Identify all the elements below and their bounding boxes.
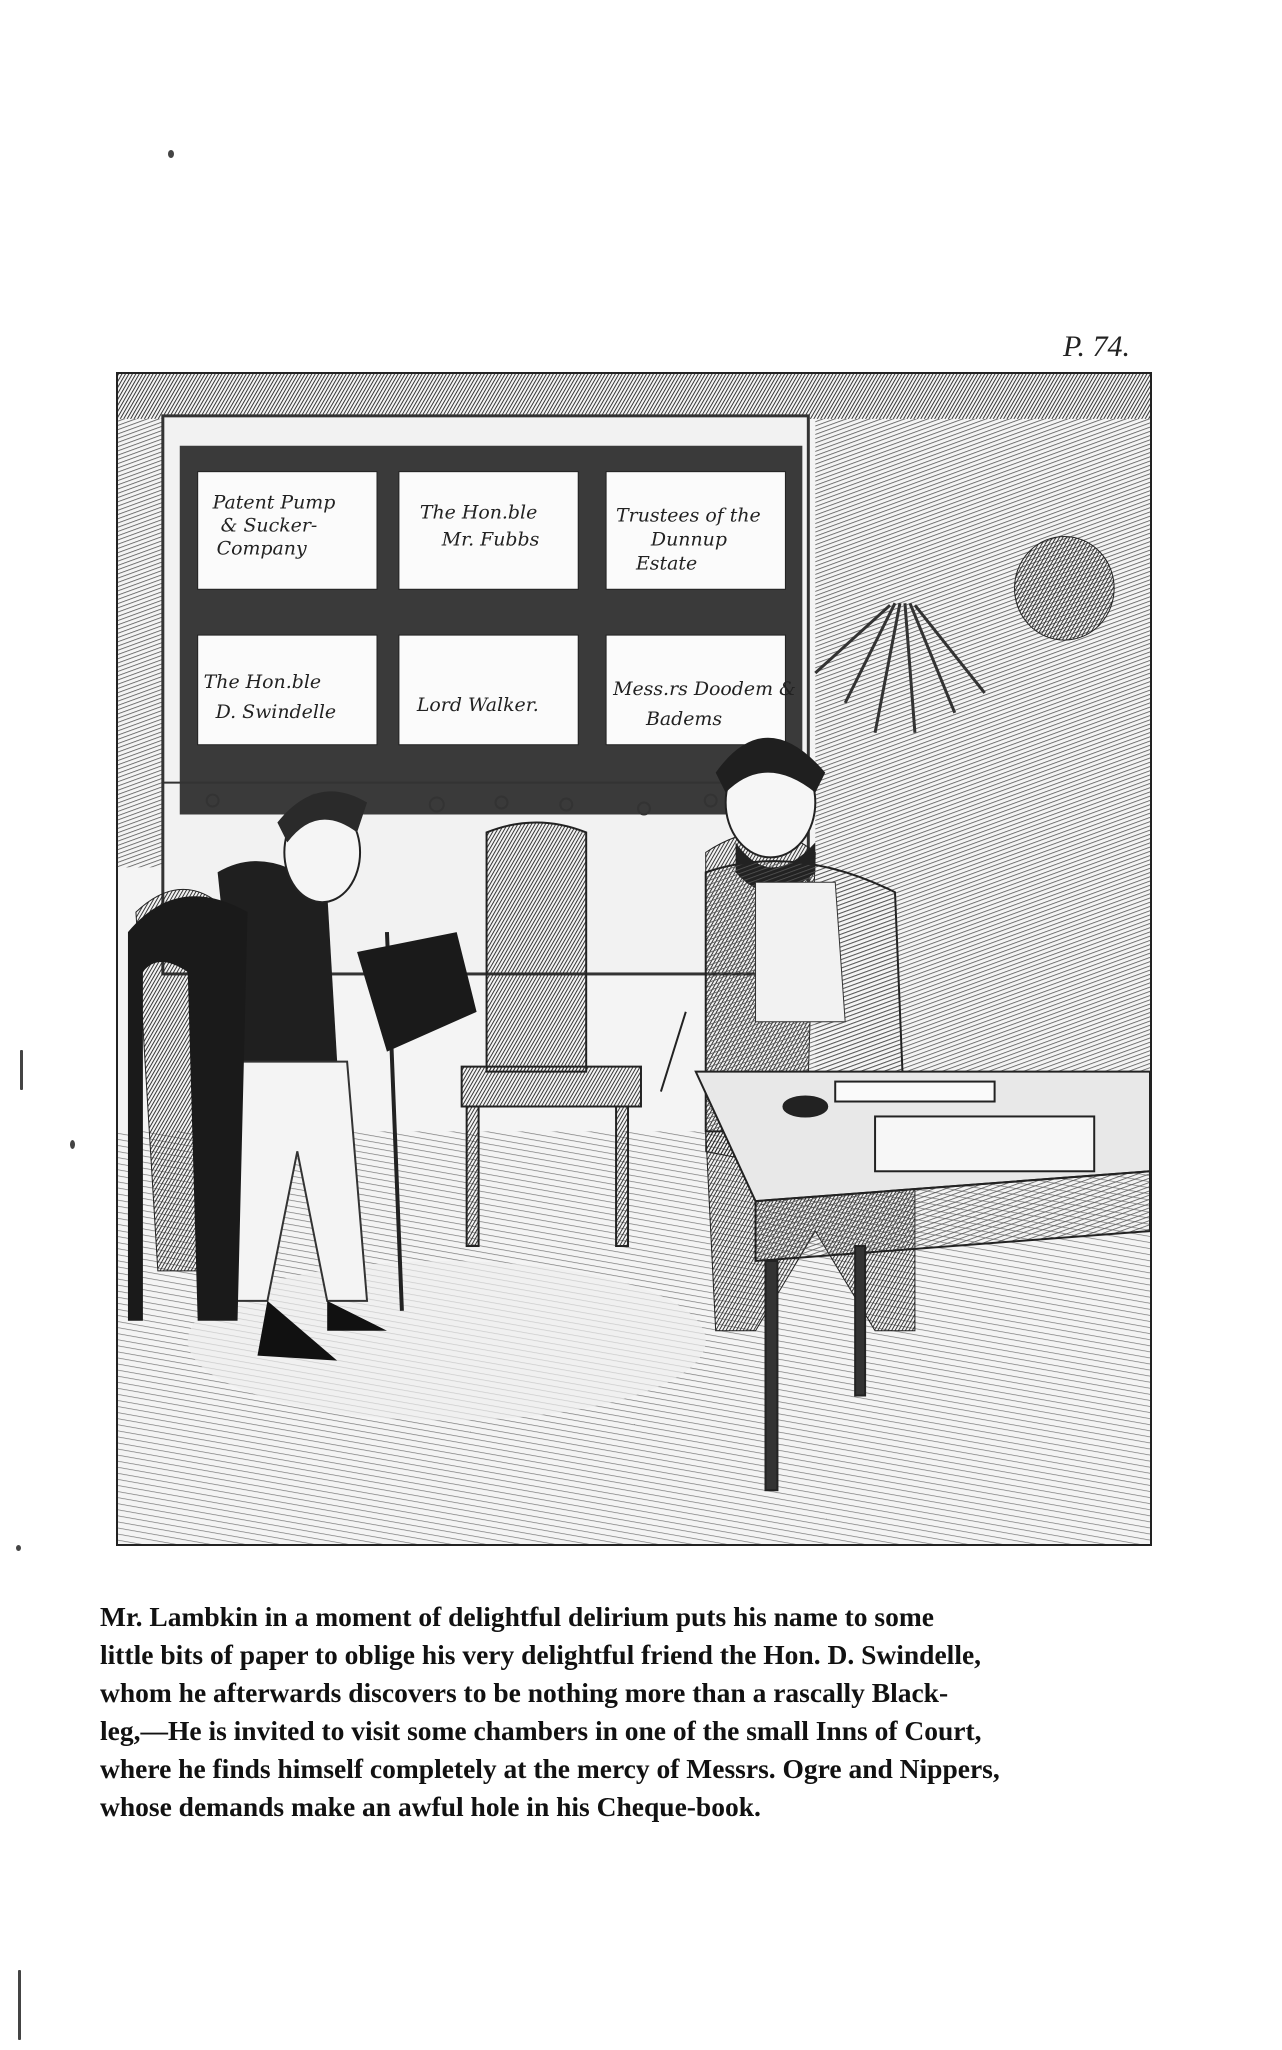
deed-label-4a: The Hon.ble (203, 670, 322, 693)
deed-label-6b: Badems (645, 707, 723, 730)
deed-label-6a: Mess.rs Doodem & (613, 677, 796, 700)
deed-box-5 (399, 635, 578, 745)
deed-label-1c: Company (216, 537, 307, 560)
deed-box-4 (198, 635, 377, 745)
caption (100, 1598, 1158, 1826)
deed-label-2b: Mr. Fubbs (441, 528, 540, 551)
deed-label-4b: D. Swindelle (215, 700, 337, 723)
deed-label-1a: Patent Pump (212, 491, 336, 514)
scan-speck (16, 1545, 21, 1551)
ceiling-beam (118, 374, 1150, 419)
scan-speck (20, 1050, 23, 1090)
deed-label-1b: & Sucker- (220, 514, 318, 537)
caption-line-1: Mr. Lambkin in a moment of delightful delirium puts his name to some (100, 1601, 934, 1632)
caption-line-4: leg,—He is invited to visit some chambers in one of the small Inns of Court, (100, 1715, 982, 1746)
caption-line-5: where he finds himself completely at the mercy of Messrs. Ogre and Nippers, (100, 1753, 1000, 1784)
illustration-plate (116, 372, 1152, 1546)
left-wall (118, 419, 163, 867)
deed-label-3c: Estate (635, 552, 698, 575)
deed-label-2a: The Hon.ble (419, 501, 538, 524)
deed-box-1 (198, 472, 377, 590)
top-hat-icon (357, 932, 477, 1052)
scan-speck (168, 150, 174, 158)
deed-box-6 (606, 635, 796, 745)
etching (118, 374, 1150, 1544)
deed-label-3a: Trustees of the (616, 504, 761, 527)
scan-speck (18, 1970, 21, 2040)
caption-line-2: little bits of paper to oblige his very delightful friend the Hon. D. Swindelle, (100, 1639, 982, 1670)
deed-label-3b: Dunnup (650, 528, 727, 551)
deed-box-3 (606, 472, 785, 590)
wall-hat-icon (1015, 536, 1115, 640)
caption-line-3: whom he afterwards discovers to be nothing more than a rascally Black- (100, 1677, 949, 1708)
inkwell-icon (783, 1097, 827, 1117)
page-number: P. 74. (1063, 330, 1130, 363)
deed-label-5a: Lord Walker. (416, 693, 539, 716)
caption-line-6: whose demands make an awful hole in his Cheque-book. (100, 1791, 761, 1822)
scan-speck (70, 1140, 75, 1149)
deed-box-2 (399, 472, 578, 590)
